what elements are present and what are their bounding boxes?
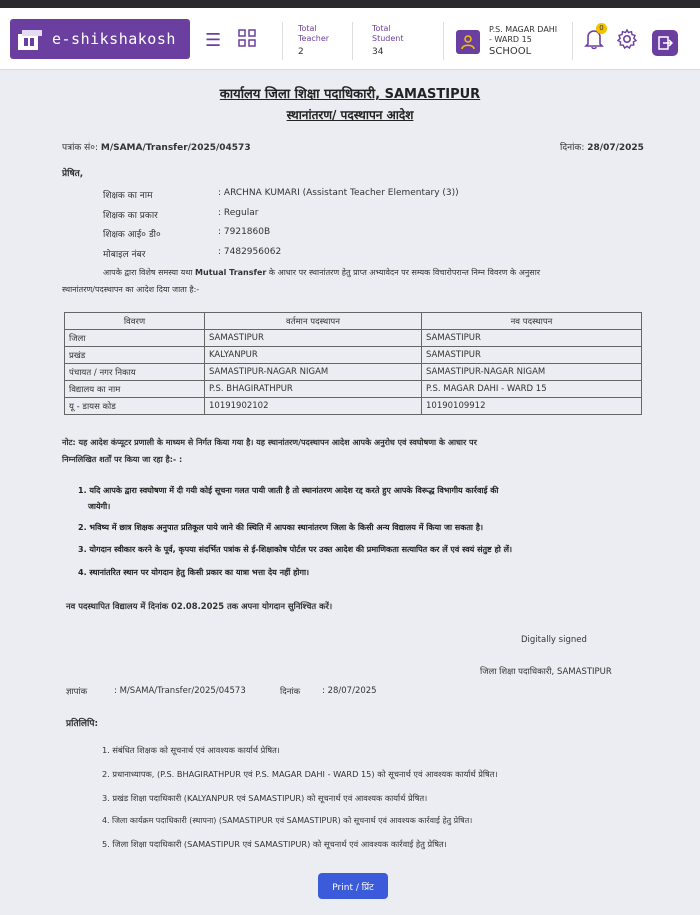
copy-item: 4. जिला कार्यक्रम पदाधिकारी (स्थापना) (SAMASTIPUR एवं SAMASTIPUR) को सूचनार्थ एवं आवश्यक कार्रवाई हेतु प्रेषित। <box>102 816 473 825</box>
note-line2: निम्नलिखित शर्तों पर किया जा रहा है:- : <box>62 455 183 464</box>
window-top-strip <box>0 0 700 8</box>
table-cell: विद्यालय का नाम <box>65 381 205 398</box>
divider <box>443 22 444 60</box>
copy-to-label: प्रतिलिपि: <box>66 719 99 729</box>
gear-icon[interactable] <box>616 28 638 54</box>
grid-icon[interactable] <box>238 29 256 52</box>
menu-icon[interactable]: ☰ <box>205 30 222 51</box>
divider <box>352 22 353 60</box>
intro-paragraph-line2: स्थानांतरण/पदस्थापन का आदेश दिया जाता है:- <box>62 285 200 294</box>
logout-button[interactable] <box>652 30 678 56</box>
note-line1: नोट: यह आदेश कंप्यूटर प्रणाली के माध्यम से निर्गत किया गया है। यह स्थानांतरण/पदस्थापन आदेश आपके अनुरोध एवं स्वघोषणा के आधार पर <box>62 438 477 447</box>
copy-item: 3. प्रखंड शिक्षा पदाधिकारी (KALYANPUR एवं SAMASTIPUR) को सूचनार्थ एवं आवश्यक कार्यार्थ प्रेषित। <box>102 793 428 803</box>
table-cell: KALYANPUR <box>205 347 422 364</box>
user-avatar[interactable] <box>456 30 480 54</box>
total-teacher-stat: Total Teacher 2 <box>298 24 330 57</box>
logout-icon <box>657 35 673 51</box>
table-cell: प्रखंड <box>65 347 205 364</box>
memo-date: : 28/07/2025 <box>322 686 377 696</box>
table-header-row <box>65 313 642 330</box>
condition-1: 1. यदि आपके द्वारा स्वघोषणा में दी गयी कोई सूचना गलत पायी जाती है तो स्थानांतरण आदेश रद्द करते हुए आपके विरूद्ध विभागीय कार्रवाई की जायेगी। <box>78 486 499 511</box>
logo-text: e-shikshakosh <box>52 30 176 48</box>
memo-date-label: दिनांक <box>280 687 301 697</box>
user-icon <box>460 34 476 50</box>
print-button[interactable]: Print / प्रिंट <box>318 873 388 899</box>
column-header: नव पदस्थापन <box>422 313 642 330</box>
table-cell: SAMASTIPUR-NAGAR NIGAM <box>422 364 642 381</box>
column-header: विवरण <box>65 313 205 330</box>
table-cell: पंचायत / नगर निकाय <box>65 364 205 381</box>
table-row <box>65 330 642 347</box>
detail-label: शिक्षक का नाम <box>103 191 153 201</box>
letter-number: पत्रांक सं०: M/SAMA/Transfer/2025/04573 <box>62 143 251 153</box>
addressed-to-label: प्रेषित, <box>62 169 84 179</box>
detail-value: : 7921860B <box>218 227 271 237</box>
divider <box>572 22 573 60</box>
signatory: जिला शिक्षा पदाधिकारी, SAMASTIPUR <box>480 667 612 677</box>
table-row <box>65 364 642 381</box>
app-logo[interactable] <box>10 19 190 59</box>
table-cell: P.S. MAGAR DAHI - WARD 15 <box>422 381 642 398</box>
table-cell: SAMASTIPUR <box>422 330 642 347</box>
notification-badge: 0 <box>596 23 607 34</box>
transfer-order-document <box>0 70 700 915</box>
office-title: कार्यालय जिला शिक्षा पदाधिकारी, SAMASTIPUR <box>219 87 481 102</box>
table-cell: SAMASTIPUR-NAGAR NIGAM <box>205 364 422 381</box>
detail-value: : Regular <box>218 208 259 218</box>
table-cell: 10191902102 <box>205 398 422 415</box>
table-cell: P.S. BHAGIRATHPUR <box>205 381 422 398</box>
letter-date: दिनांक: 28/07/2025 <box>560 143 644 153</box>
user-info: P.S. MAGAR DAHI - WARD 15 SCHOOL <box>489 25 558 57</box>
books-icon <box>16 26 46 52</box>
intro-paragraph: आपके द्वारा विशेष समस्या यथा Mutual Transfer के आधार पर स्थानांतरण हेतु प्राप्त अभ्यावेदन पर सम्यक विचारोपरान्त निम्न विवरण के अनुसार <box>103 268 541 277</box>
memo-number: : M/SAMA/Transfer/2025/04573 <box>114 686 246 696</box>
detail-label: शिक्षक आई० डी० <box>103 230 161 240</box>
detail-value: : ARCHNA KUMARI (Assistant Teacher Elementary (3)) <box>218 188 459 198</box>
digital-signature: Digitally signed <box>521 635 587 645</box>
condition-2: 2. भविष्य में छात्र शिक्षक अनुपात प्रतिकूल पाये जाने की स्थिति में आपका स्थानांतरण जिला के किसी अन्य विद्यालय में किया जा सकता है। <box>78 523 484 532</box>
joining-note: नव पदस्थापित विद्यालय में दिनांक 02.08.2025 तक अपना योगदान सुनिश्चित करें। <box>66 601 333 611</box>
table-row <box>65 347 642 364</box>
table-row <box>65 381 642 398</box>
total-student-stat: Total Student 34 <box>372 24 404 57</box>
detail-label: शिक्षक का प्रकार <box>103 211 158 221</box>
copy-item: 5. जिला शिक्षा पदाधिकारी (SAMASTIPUR एवं SAMASTIPUR) को सूचनार्थ एवं आवश्यक कार्रवाई हेतु प्रेषित। <box>102 839 447 849</box>
table-row <box>65 398 642 415</box>
table-cell: SAMASTIPUR <box>422 347 642 364</box>
table-cell: SAMASTIPUR <box>205 330 422 347</box>
divider <box>282 22 283 60</box>
column-header: वर्तमान पदस्थापन <box>205 313 422 330</box>
condition-4: 4. स्थानांतरित स्थान पर योगदान हेतु किसी प्रकार का यात्रा भत्ता देय नहीं होगा। <box>78 568 310 577</box>
detail-label: मोबाइल नंबर <box>103 250 146 260</box>
copy-item: 1. संबंधित शिक्षक को सूचनार्थ एवं आवश्यक कार्यार्थ प्रेषित। <box>102 745 280 755</box>
table-cell: 10190109912 <box>422 398 642 415</box>
table-cell: यू - डायस कोड <box>65 398 205 415</box>
order-title: स्थानांतरण/ पदस्थापन आदेश <box>286 108 414 122</box>
condition-3: 3. योगदान स्वीकार करने के पूर्व, कृपया संदर्भित पत्रांक से ई-शिक्षाकोष पोर्टल पर उक्त आदेश की प्रमाणिकता सत्यापित कर लें एवं स्वयं संतुष्ट हो लें। <box>78 545 513 554</box>
memo-label: ज्ञापांक <box>66 687 88 697</box>
app-header <box>0 8 700 70</box>
table-cell: जिला <box>65 330 205 347</box>
transfer-details-table <box>64 312 642 415</box>
copy-item: 2. प्रधानाध्यापक, (P.S. BHAGIRATHPUR एवं P.S. MAGAR DAHI - WARD 15) को सूचनार्थ एवं आवश्यक कार्यार्थ प्रेषित। <box>102 769 498 779</box>
detail-value: : 7482956062 <box>218 247 282 257</box>
